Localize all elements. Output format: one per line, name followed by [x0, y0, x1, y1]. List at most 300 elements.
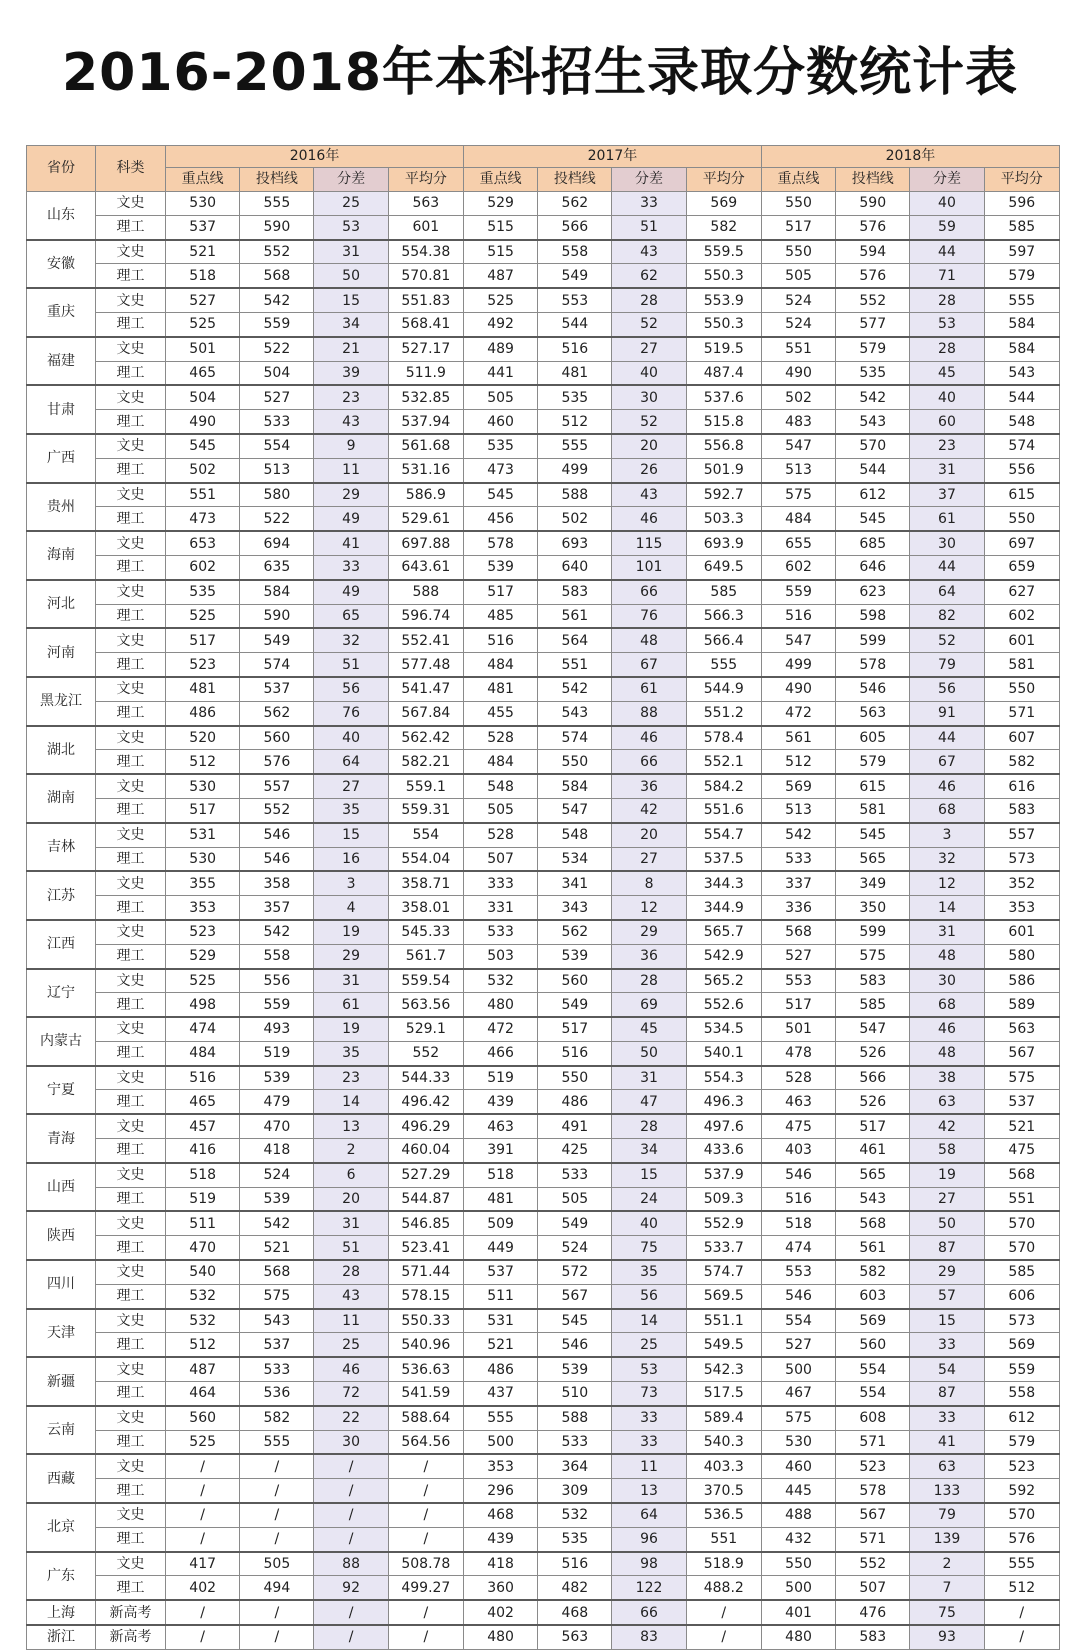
subject-cell: 理工 — [96, 1479, 166, 1503]
value-cell: 88 — [314, 1552, 388, 1576]
value-cell: 583 — [836, 1625, 910, 1649]
value-cell: 46 — [314, 1357, 388, 1381]
subject-cell: 文史 — [96, 337, 166, 361]
value-cell: 568 — [240, 1260, 314, 1284]
value-cell: 560 — [836, 1333, 910, 1357]
sub-header-3: 平均分 — [984, 168, 1059, 192]
value-cell: 507 — [463, 847, 537, 871]
value-cell: 511 — [463, 1284, 537, 1308]
value-cell: 602 — [984, 604, 1059, 628]
value-cell: 28 — [314, 1260, 388, 1284]
sub-header-3: 平均分 — [388, 168, 463, 192]
value-cell: 517 — [166, 628, 240, 652]
value-cell: 561.68 — [388, 434, 463, 458]
value-cell: 27 — [910, 1187, 984, 1211]
value-cell: 64 — [314, 750, 388, 774]
value-cell: 573 — [984, 847, 1059, 871]
province-cell: 天津 — [27, 1309, 96, 1358]
value-cell: 496.3 — [686, 1090, 761, 1114]
value-cell: 550 — [761, 1552, 835, 1576]
value-cell: 551.6 — [686, 798, 761, 822]
value-cell: 54 — [910, 1357, 984, 1381]
value-cell: 508.78 — [388, 1552, 463, 1576]
value-cell: 29 — [612, 920, 686, 944]
value-cell: 455 — [463, 701, 537, 725]
value-cell: 33 — [612, 1430, 686, 1454]
value-cell: 39 — [314, 361, 388, 385]
value-cell: / — [166, 1454, 240, 1478]
province-cell: 浙江 — [27, 1625, 96, 1649]
value-cell: 475 — [761, 1114, 835, 1138]
value-cell: 505 — [463, 798, 537, 822]
subject-cell: 理工 — [96, 750, 166, 774]
table-row — [27, 434, 1060, 458]
value-cell: 594 — [836, 240, 910, 264]
value-cell: 544.33 — [388, 1066, 463, 1090]
value-cell: 551.2 — [686, 701, 761, 725]
value-cell: 15 — [314, 288, 388, 312]
subject-cell: 文史 — [96, 1503, 166, 1527]
subject-cell: 理工 — [96, 1187, 166, 1211]
value-cell: 11 — [314, 1309, 388, 1333]
value-cell: 584 — [984, 312, 1059, 336]
value-cell: 13 — [612, 1479, 686, 1503]
value-cell: 521 — [984, 1114, 1059, 1138]
value-cell: 552.9 — [686, 1211, 761, 1235]
value-cell: 542.9 — [686, 944, 761, 968]
value-cell: 513 — [761, 798, 835, 822]
value-cell: 528 — [463, 823, 537, 847]
value-cell: 21 — [314, 337, 388, 361]
value-cell: 575 — [761, 1406, 835, 1430]
table-row — [27, 871, 1060, 895]
value-cell: 101 — [612, 555, 686, 579]
value-cell: 655 — [761, 531, 835, 555]
province-cell: 湖南 — [27, 774, 96, 823]
value-cell: 524 — [761, 288, 835, 312]
value-cell: 558 — [984, 1382, 1059, 1406]
value-cell: 476 — [836, 1600, 910, 1625]
province-cell: 贵州 — [27, 483, 96, 532]
province-cell: 海南 — [27, 531, 96, 580]
value-cell: 331 — [463, 896, 537, 920]
value-cell: 589.4 — [686, 1406, 761, 1430]
value-cell: 12 — [612, 896, 686, 920]
value-cell: 19 — [314, 1017, 388, 1041]
value-cell: 93 — [910, 1625, 984, 1649]
value-cell: 66 — [612, 750, 686, 774]
value-cell: 14 — [910, 896, 984, 920]
table-row — [27, 410, 1060, 434]
value-cell: 505 — [538, 1187, 612, 1211]
table-row — [27, 1139, 1060, 1163]
value-cell: 542 — [240, 920, 314, 944]
subject-cell: 理工 — [96, 555, 166, 579]
value-cell: 546 — [538, 1333, 612, 1357]
value-cell: 566.4 — [686, 628, 761, 652]
value-cell: 523 — [166, 653, 240, 677]
value-cell: 12 — [910, 871, 984, 895]
subject-cell: 文史 — [96, 823, 166, 847]
subject-cell: 理工 — [96, 944, 166, 968]
value-cell: 516 — [761, 1187, 835, 1211]
value-cell: 527 — [761, 944, 835, 968]
value-cell: 533 — [240, 410, 314, 434]
value-cell: 534.5 — [686, 1017, 761, 1041]
value-cell: 606 — [984, 1284, 1059, 1308]
value-cell: 612 — [984, 1406, 1059, 1430]
value-cell: 31 — [910, 920, 984, 944]
value-cell: 513 — [240, 458, 314, 482]
province-cell: 青海 — [27, 1114, 96, 1163]
table-row — [27, 604, 1060, 628]
value-cell: 481 — [538, 361, 612, 385]
table-row — [27, 1357, 1060, 1381]
value-cell: / — [314, 1454, 388, 1478]
value-cell: 584 — [240, 580, 314, 604]
value-cell: 27 — [612, 337, 686, 361]
province-cell: 西藏 — [27, 1454, 96, 1503]
value-cell: 487 — [463, 264, 537, 288]
value-cell: 565 — [836, 847, 910, 871]
value-cell: 51 — [612, 215, 686, 239]
value-cell: 543 — [984, 361, 1059, 385]
subject-cell: 文史 — [96, 288, 166, 312]
value-cell: 537 — [463, 1260, 537, 1284]
value-cell: 61 — [612, 677, 686, 701]
value-cell: 41 — [314, 531, 388, 555]
value-cell: 15 — [910, 1309, 984, 1333]
value-cell: 511 — [166, 1211, 240, 1235]
value-cell: 28 — [612, 288, 686, 312]
value-cell: 563 — [836, 701, 910, 725]
value-cell: 557 — [240, 774, 314, 798]
value-cell: 505 — [463, 385, 537, 409]
province-cell: 陕西 — [27, 1211, 96, 1260]
value-cell: 29 — [314, 944, 388, 968]
value-cell: 546 — [761, 1163, 835, 1187]
value-cell: 588 — [388, 580, 463, 604]
subject-cell: 理工 — [96, 1090, 166, 1114]
value-cell: 494 — [240, 1576, 314, 1600]
value-cell: 425 — [538, 1139, 612, 1163]
value-cell: 504 — [166, 385, 240, 409]
value-cell: 28 — [910, 337, 984, 361]
value-cell: 598 — [836, 604, 910, 628]
value-cell: 554.38 — [388, 240, 463, 264]
value-cell: 543 — [240, 1309, 314, 1333]
value-cell: 439 — [463, 1527, 537, 1551]
value-cell: 584.2 — [686, 774, 761, 798]
table-row — [27, 993, 1060, 1017]
value-cell: 546.85 — [388, 1211, 463, 1235]
value-cell: 539 — [538, 1357, 612, 1381]
value-cell: 599 — [836, 628, 910, 652]
value-cell: 87 — [910, 1382, 984, 1406]
table-header — [27, 146, 1060, 192]
value-cell: 418 — [463, 1552, 537, 1576]
value-cell: 535 — [166, 580, 240, 604]
value-cell: 580 — [240, 483, 314, 507]
value-cell: 512 — [538, 410, 612, 434]
value-cell: 3 — [314, 871, 388, 895]
value-cell: 505 — [240, 1552, 314, 1576]
value-cell: 640 — [538, 555, 612, 579]
value-cell: 516 — [761, 604, 835, 628]
value-cell: 467 — [761, 1382, 835, 1406]
value-cell: 573 — [984, 1309, 1059, 1333]
value-cell: 488 — [761, 1503, 835, 1527]
value-cell: 543 — [538, 701, 612, 725]
subject-cell: 文史 — [96, 1114, 166, 1138]
table-row — [27, 361, 1060, 385]
value-cell: 501 — [166, 337, 240, 361]
value-cell: 472 — [463, 1017, 537, 1041]
value-cell: 358.71 — [388, 871, 463, 895]
value-cell: 523 — [984, 1454, 1059, 1478]
value-cell: 537 — [240, 1333, 314, 1357]
value-cell: 545.33 — [388, 920, 463, 944]
table-row — [27, 701, 1060, 725]
value-cell: 524 — [761, 312, 835, 336]
value-cell: 28 — [612, 1114, 686, 1138]
value-cell: 577 — [836, 312, 910, 336]
value-cell: 529 — [463, 192, 537, 216]
value-cell: 566 — [538, 215, 612, 239]
value-cell: 486 — [538, 1090, 612, 1114]
value-cell: 589 — [984, 993, 1059, 1017]
value-cell: 48 — [612, 628, 686, 652]
value-cell: 29 — [314, 483, 388, 507]
value-cell: 532 — [166, 1284, 240, 1308]
value-cell: 549.5 — [686, 1333, 761, 1357]
value-cell: 581 — [836, 798, 910, 822]
value-cell: 551 — [538, 653, 612, 677]
value-cell: 67 — [910, 750, 984, 774]
value-cell: 483 — [761, 410, 835, 434]
value-cell: 40 — [314, 726, 388, 750]
value-cell: 517 — [538, 1017, 612, 1041]
value-cell: 531.16 — [388, 458, 463, 482]
value-cell: 549 — [240, 628, 314, 652]
value-cell: 569 — [984, 1333, 1059, 1357]
value-cell: 468 — [463, 1503, 537, 1527]
subject-cell: 理工 — [96, 312, 166, 336]
value-cell: 546 — [240, 823, 314, 847]
value-cell: 578 — [836, 653, 910, 677]
value-cell: 73 — [612, 1382, 686, 1406]
value-cell: 577.48 — [388, 653, 463, 677]
value-cell: 333 — [463, 871, 537, 895]
subject-cell: 文史 — [96, 483, 166, 507]
value-cell: 542 — [538, 677, 612, 701]
value-cell: 570 — [984, 1503, 1059, 1527]
value-cell: 403 — [761, 1139, 835, 1163]
value-cell: 601 — [984, 628, 1059, 652]
value-cell: 66 — [612, 1600, 686, 1625]
table-row — [27, 1430, 1060, 1454]
table-row — [27, 1600, 1060, 1625]
value-cell: 79 — [910, 653, 984, 677]
subject-cell: 理工 — [96, 1576, 166, 1600]
value-cell: 547 — [538, 798, 612, 822]
value-cell: 565.2 — [686, 969, 761, 993]
table-row — [27, 531, 1060, 555]
value-cell: 44 — [910, 240, 984, 264]
value-cell: 542 — [836, 385, 910, 409]
value-cell: / — [314, 1600, 388, 1625]
value-cell: 31 — [314, 240, 388, 264]
value-cell: 50 — [314, 264, 388, 288]
value-cell: 582 — [836, 1260, 910, 1284]
value-cell: 523.41 — [388, 1236, 463, 1260]
value-cell: 60 — [910, 410, 984, 434]
table-row — [27, 1454, 1060, 1478]
value-cell: 43 — [314, 410, 388, 434]
province-cell: 江西 — [27, 920, 96, 969]
value-cell: 607 — [984, 726, 1059, 750]
value-cell: 601 — [984, 920, 1059, 944]
value-cell: / — [388, 1454, 463, 1478]
table-row — [27, 677, 1060, 701]
value-cell: 548 — [984, 410, 1059, 434]
value-cell: 585 — [984, 215, 1059, 239]
value-cell: 480 — [761, 1625, 835, 1649]
value-cell: 566.3 — [686, 604, 761, 628]
sub-header-2: 分差 — [910, 168, 984, 192]
table-row — [27, 192, 1060, 216]
value-cell: 521 — [463, 1333, 537, 1357]
value-cell: 596 — [984, 192, 1059, 216]
table-row — [27, 483, 1060, 507]
province-cell: 吉林 — [27, 823, 96, 872]
value-cell: 492 — [463, 312, 537, 336]
subject-cell: 文史 — [96, 871, 166, 895]
value-cell: 546 — [761, 1284, 835, 1308]
value-cell: 646 — [836, 555, 910, 579]
value-cell: 570 — [984, 1236, 1059, 1260]
value-cell: 555 — [984, 1552, 1059, 1576]
value-cell: 592 — [984, 1479, 1059, 1503]
value-cell: 52 — [612, 410, 686, 434]
value-cell: 524 — [538, 1236, 612, 1260]
value-cell: 578 — [836, 1479, 910, 1503]
table-row — [27, 798, 1060, 822]
province-cell: 重庆 — [27, 288, 96, 337]
value-cell: 488.2 — [686, 1576, 761, 1600]
value-cell: 580 — [984, 944, 1059, 968]
value-cell: / — [240, 1503, 314, 1527]
value-cell: 551 — [686, 1527, 761, 1551]
value-cell: 582.21 — [388, 750, 463, 774]
value-cell: 71 — [910, 264, 984, 288]
province-cell: 福建 — [27, 337, 96, 386]
table-row — [27, 1625, 1060, 1649]
value-cell: 518 — [761, 1211, 835, 1235]
table-row — [27, 1236, 1060, 1260]
table-row — [27, 1211, 1060, 1235]
value-cell: 697 — [984, 531, 1059, 555]
table-row — [27, 1187, 1060, 1211]
value-cell: 353 — [984, 896, 1059, 920]
value-cell: 519 — [240, 1041, 314, 1065]
value-cell: 553 — [538, 288, 612, 312]
value-cell: 35 — [314, 798, 388, 822]
subject-cell: 理工 — [96, 361, 166, 385]
province-cell: 上海 — [27, 1600, 96, 1625]
value-cell: / — [686, 1600, 761, 1625]
table-row — [27, 1163, 1060, 1187]
value-cell: 470 — [240, 1114, 314, 1138]
subject-cell: 文史 — [96, 1406, 166, 1430]
value-cell: 570 — [984, 1211, 1059, 1235]
value-cell: 456 — [463, 507, 537, 531]
value-cell: 473 — [463, 458, 537, 482]
table-row — [27, 385, 1060, 409]
value-cell: 499 — [538, 458, 612, 482]
value-cell: 566 — [836, 1066, 910, 1090]
value-cell: 559.31 — [388, 798, 463, 822]
value-cell: 501.9 — [686, 458, 761, 482]
value-cell: 481 — [166, 677, 240, 701]
value-cell: 509 — [463, 1211, 537, 1235]
value-cell: 355 — [166, 871, 240, 895]
value-cell: 472 — [761, 701, 835, 725]
value-cell: 46 — [910, 1017, 984, 1041]
table-row — [27, 1527, 1060, 1551]
value-cell: 547 — [836, 1017, 910, 1041]
subject-cell: 新高考 — [96, 1600, 166, 1625]
value-cell: 547 — [761, 628, 835, 652]
value-cell: 62 — [612, 264, 686, 288]
value-cell: 23 — [314, 1066, 388, 1090]
value-cell: 353 — [463, 1454, 537, 1478]
value-cell: 532.85 — [388, 385, 463, 409]
subject-cell: 理工 — [96, 993, 166, 1017]
value-cell: 565 — [836, 1163, 910, 1187]
value-cell: 583 — [984, 798, 1059, 822]
value-cell: 545 — [463, 483, 537, 507]
value-cell: 42 — [910, 1114, 984, 1138]
value-cell: 26 — [612, 458, 686, 482]
value-cell: 527 — [761, 1333, 835, 1357]
subject-cell: 理工 — [96, 410, 166, 434]
value-cell: 517 — [761, 215, 835, 239]
table-row — [27, 896, 1060, 920]
province-cell: 新疆 — [27, 1357, 96, 1406]
value-cell: 643.61 — [388, 555, 463, 579]
value-cell: 122 — [612, 1576, 686, 1600]
value-cell: 75 — [612, 1236, 686, 1260]
value-cell: 590 — [240, 604, 314, 628]
value-cell: 539 — [240, 1187, 314, 1211]
value-cell: 527 — [240, 385, 314, 409]
value-cell: 585 — [836, 993, 910, 1017]
value-cell: 596.74 — [388, 604, 463, 628]
value-cell: 364 — [538, 1454, 612, 1478]
value-cell: 491 — [538, 1114, 612, 1138]
table-row — [27, 1090, 1060, 1114]
value-cell: 44 — [910, 555, 984, 579]
value-cell: 575 — [761, 483, 835, 507]
value-cell: 56 — [910, 677, 984, 701]
value-cell: 480 — [463, 993, 537, 1017]
value-cell: 616 — [984, 774, 1059, 798]
value-cell: / — [314, 1527, 388, 1551]
value-cell: 568.41 — [388, 312, 463, 336]
value-cell: 545 — [166, 434, 240, 458]
value-cell: 588 — [538, 483, 612, 507]
